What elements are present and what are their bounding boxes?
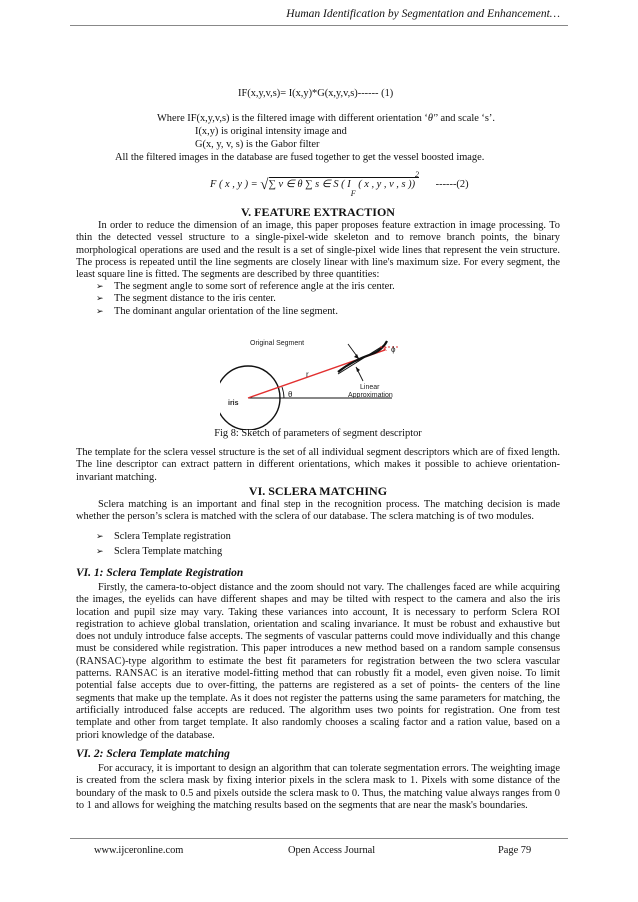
arrow-bullet-icon: ➢	[96, 547, 104, 558]
subsection-title-matching: VI. 2: Sclera Template matching	[76, 748, 230, 760]
where-line-1	[157, 113, 495, 125]
feature-bullet-list	[96, 281, 395, 318]
feature-bullet-3	[96, 306, 395, 318]
phi-cross-mark: ×	[382, 344, 388, 354]
label-original-segment: Original Segment	[250, 340, 305, 347]
eq2-lhs: F ( x , y ) =	[210, 179, 258, 190]
label-r: r	[306, 370, 309, 379]
pointer-arrowhead	[354, 354, 359, 359]
eq2-sum: ∑ v ∈ θ ∑ s ∈ S ( I	[268, 179, 351, 190]
bullet-text: Sclera Template matching	[114, 546, 223, 558]
eq2-tag: ------(2)	[435, 179, 469, 190]
eq2-rest: ( x , y , v , s ))	[358, 179, 416, 190]
sqrt-sign: √	[260, 177, 269, 193]
subsection-title-registration: VI. 1: Sclera Template Registration	[76, 567, 244, 579]
bullet-text: Sclera Template registration	[114, 531, 231, 542]
feature-bullet-1	[96, 281, 395, 293]
pointer-arrowhead	[356, 367, 360, 372]
original-segment-curve	[338, 341, 387, 372]
equation-1: IF(x,y,v,s)= I(x,y)*G(x,y,v,s)------ (1)	[238, 88, 394, 99]
template-paragraph: The template for the sclera vessel structure is the set of all individual segment descriptors which are of fixed length. The line descriptor can extract pattern in different orientations, which makes it possible to achieve orientation-invariant matching.	[76, 447, 560, 483]
figure-caption: Fig 8: Sketch of parameters of segment descriptor	[214, 428, 422, 439]
bullet-text: The dominant angular orientation of the line segment.	[114, 305, 338, 317]
footer-journal: Open Access Journal	[288, 845, 376, 856]
module-bullet-1	[96, 531, 231, 543]
label-linear: Linear	[360, 384, 380, 391]
section-title-sclera-matching: VI. SCLERA MATCHING	[248, 484, 388, 498]
label-iris: iris	[228, 400, 239, 407]
where-line-2: I(x,y) is original intensity image and	[195, 126, 347, 137]
registration-paragraph: Firstly, the camera-to-object distance and the zoom should not vary. The challenges faced are while acquiring the images, the eyelids can have different shapes and may be tilted with respect to the camera and also the iris location and pupil size may vary. Taking these variances into account, It is necessary to perform Sclera ROI registration to achieve global translation, orientation and scaling invariance. It must be robust and exhaustive but does not unduly introduce false accepts. The segments of vascular patterns could move individually and this change must be considered while registration. This paper introduces a new method based on a random sample consensus (RANSAC)-type algorithm to estimate the best fit parameters for registration between the two sclera vascular patterns. RANSAC is an iterative model-fitting method that can robustly fit a model, even given noise. To limit potential false accepts due to over-fitting, the patterns are registered as a set of points- the centers of the line segments that make up the template. As it does not register the patterns using the same parameters for matching, the artificially introduced false accepts are reduced. The algorithm uses two points for registration. One from test template and other from target template. It also randomly chooses a scaling factor and a ration value, based on a priori knowledge of the database.	[76, 582, 560, 741]
where-line-4: All the filtered images in the database are fused together to get the vessel boosted image.	[115, 152, 485, 163]
sclera-matching-paragraph: Sclera matching is an important and final step in the recognition process. The matching decision is made whether the person’s sclera is matched with the sclera of our database. The sclera matching is of two modules.	[76, 499, 560, 523]
where-text-b: ’ and scale ‘s’.	[435, 113, 495, 124]
segment-descriptor-figure	[220, 330, 420, 430]
feature-extraction-paragraph: In order to reduce the dimension of an image, this paper proposes feature extraction in image processing. To thin the detected vessel structure to a single-pixel-wide skeleton and to remove branch points, the binary morphological operations are used and the result is a set of single-pixel wide lines that represent the vein structure. The process is repeated until the line segments are closely linear with line's maximum size. For every segment, the least square line is fitted. The segments are described by three quantities:	[76, 220, 560, 281]
footer-website: www.ijceronline.com	[94, 845, 184, 856]
where-line-3: G(x, y, v, s) is the Gabor filter	[195, 139, 320, 150]
linear-approximation-line	[338, 344, 386, 374]
section-title-feature-extraction: V. FEATURE EXTRACTION	[241, 205, 395, 219]
running-header: Human Identification by Segmentation and Enhancement…	[286, 8, 560, 20]
theta-arc	[282, 387, 284, 398]
bullet-text: The segment angle to some sort of reference angle at the iris center.	[114, 281, 395, 292]
arrow-bullet-icon: ➢	[96, 306, 104, 317]
matching-module-list	[96, 531, 231, 559]
eq2-sub: F	[350, 189, 356, 199]
where-text-a: Where IF(x,y,v,s) is the filtered image with different orientation ‘	[157, 113, 428, 124]
arrow-bullet-icon: ➢	[96, 282, 104, 292]
eq2-sup: 2	[415, 169, 420, 179]
label-approximation: Approximation	[348, 392, 393, 399]
label-phi: ϕ	[391, 345, 396, 354]
footer-page-number: Page 79	[498, 845, 532, 856]
bullet-text: The segment distance to the iris center.	[114, 293, 276, 305]
footer-rule	[70, 838, 568, 839]
arrow-bullet-icon: ➢	[96, 294, 104, 305]
template-matching-paragraph: For accuracy, it is important to design an algorithm that can tolerate segmentation errors. The weighting image is created from the sclera mask by fixing interior pixels in the sclera mask to 1. Pixels with some distance of the boundary of the mask to 0.5 and pixels outside the sclera mask to 0. Thus, the matching value always ranges from 0 to 1 and allows for weighing the matching results based on the segments that are near the mask's boundaries.	[76, 763, 560, 811]
eq2-radicand	[268, 169, 420, 199]
module-bullet-2	[96, 546, 231, 558]
label-theta: θ	[288, 390, 293, 399]
header-rule	[70, 25, 568, 26]
feature-bullet-2	[96, 293, 395, 305]
theta-symbol: θ'	[427, 113, 436, 124]
equation-2	[210, 169, 469, 199]
arrow-bullet-icon: ➢	[96, 532, 104, 542]
